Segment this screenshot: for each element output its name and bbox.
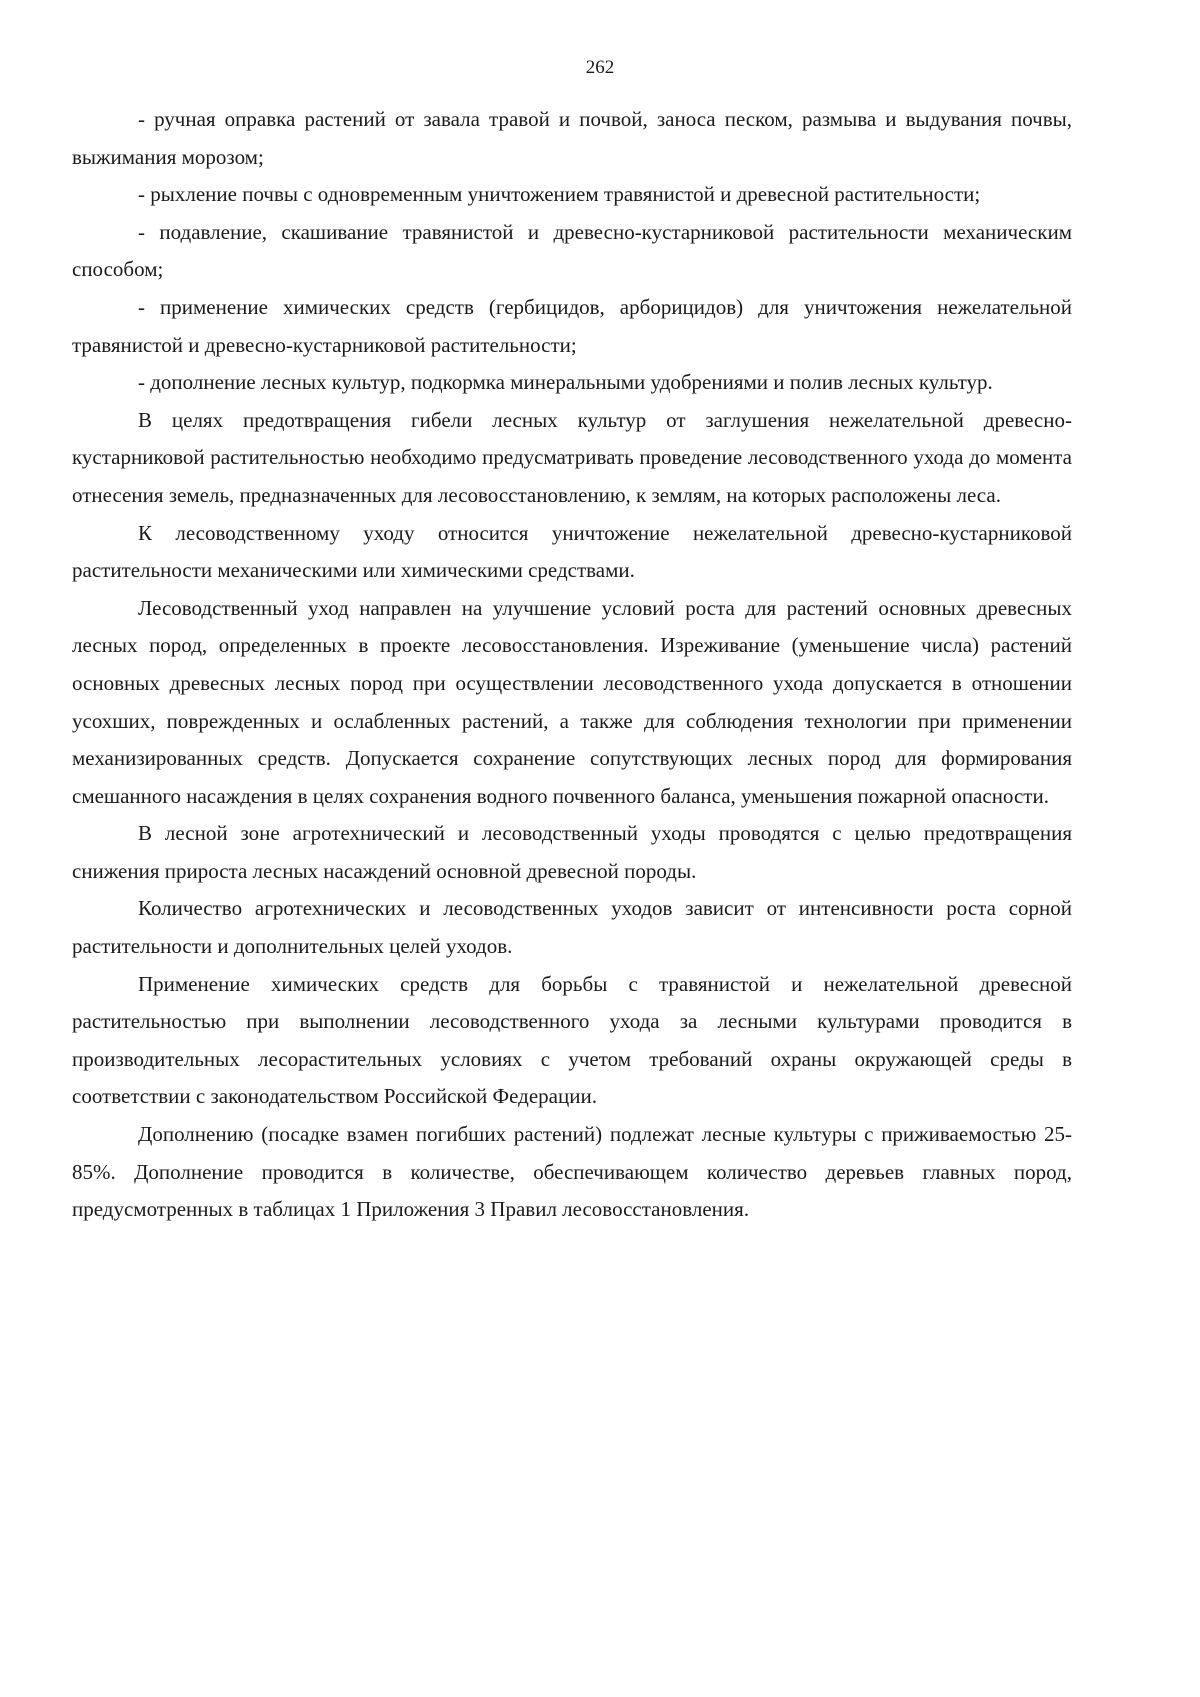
paragraph-silvicultural-care-purpose: Лесоводственный уход направлен на улучшение условий роста для растений основных древесных лесных пород, определенных в проекте лесовосстановления. Изреживание (уменьшение числа) растений основных древесных лесных пород при осуществлении лесоводственного ухода допускается в отношении усохших, поврежденных и ослабленных растений, а также для соблюдения технологии при применении механизированных средств. Допускается сохранение сопутствующих лесных пород для формирования смешанного насаждения в целях сохранения водного почвенного баланса, уменьшения пожарной опасности. xyxy=(72,595,1072,808)
paragraph-care-quantity: Количество агротехнических и лесоводственных уходов зависит от интенсивности роста сорной растительности и дополнительных целей уходов. xyxy=(72,896,1072,959)
bullet-mechanical-suppression: - подавление, скашивание травянистой и древесно-кустарниковой растительности механическим способом; xyxy=(72,219,1072,282)
paragraph-silvicultural-care-definition: К лесоводственному уходу относится уничтожение нежелательной древесно-кустарниковой растительности механическими или химическими средствами. xyxy=(72,520,1072,583)
paragraph-forest-zone: В лесной зоне агротехнический и лесоводственный уходы проводятся с целью предотвращения снижения прироста лесных насаждений основной древесной породы. xyxy=(72,821,1072,883)
paragraph-chemical-application: Применение химических средств для борьбы с травянистой и нежелательной древесной растительностью при выполнении лесоводственного ухода за лесными культурами проводится в производительных лесорастительных условиях с учетом требований охраны окружающей среды в соответствии с законодательством Российской Федерации. xyxy=(72,971,1072,1109)
paragraph-supplementing: Дополнению (посадке взамен погибших растений) подлежат лесные культуры с приживаемостью 25-85%. Дополнение проводится в количестве, обеспечивающем количество деревьев главных пород, предусмотренных в таблицах 1 Приложения 3 Правил лесовосстановления. xyxy=(72,1122,1072,1222)
bullet-supplementing-cultures: - дополнение лесных культур, подкормка минеральными удобрениями и полив лесных культур. xyxy=(138,370,993,395)
bullet-chemical-means: - применение химических средств (гербицидов, арборицидов) для уничтожения нежелательной травянистой и древесно-кустарниковой растительности; xyxy=(72,294,1072,357)
bullet-soil-loosening: - рыхление почвы с одновременным уничтожением травянистой и древесной растительности; xyxy=(138,182,981,207)
bullet-manual-straightening: - ручная оправка растений от завала травой и почвой, заноса песком, размыва и выдувания почвы, выжимания морозом; xyxy=(72,107,1072,169)
paragraph-prevention: В целях предотвращения гибели лесных культур от заглушения нежелательной древесно-кустарниковой растительностью необходимо предусматривать проведение лесоводственного ухода до момента отнесения земель, предназначенных для лесовосстановлению, к землям, на которых расположены леса. xyxy=(72,407,1072,507)
page-number: 262 xyxy=(585,57,615,78)
body-text xyxy=(72,101,1072,1229)
